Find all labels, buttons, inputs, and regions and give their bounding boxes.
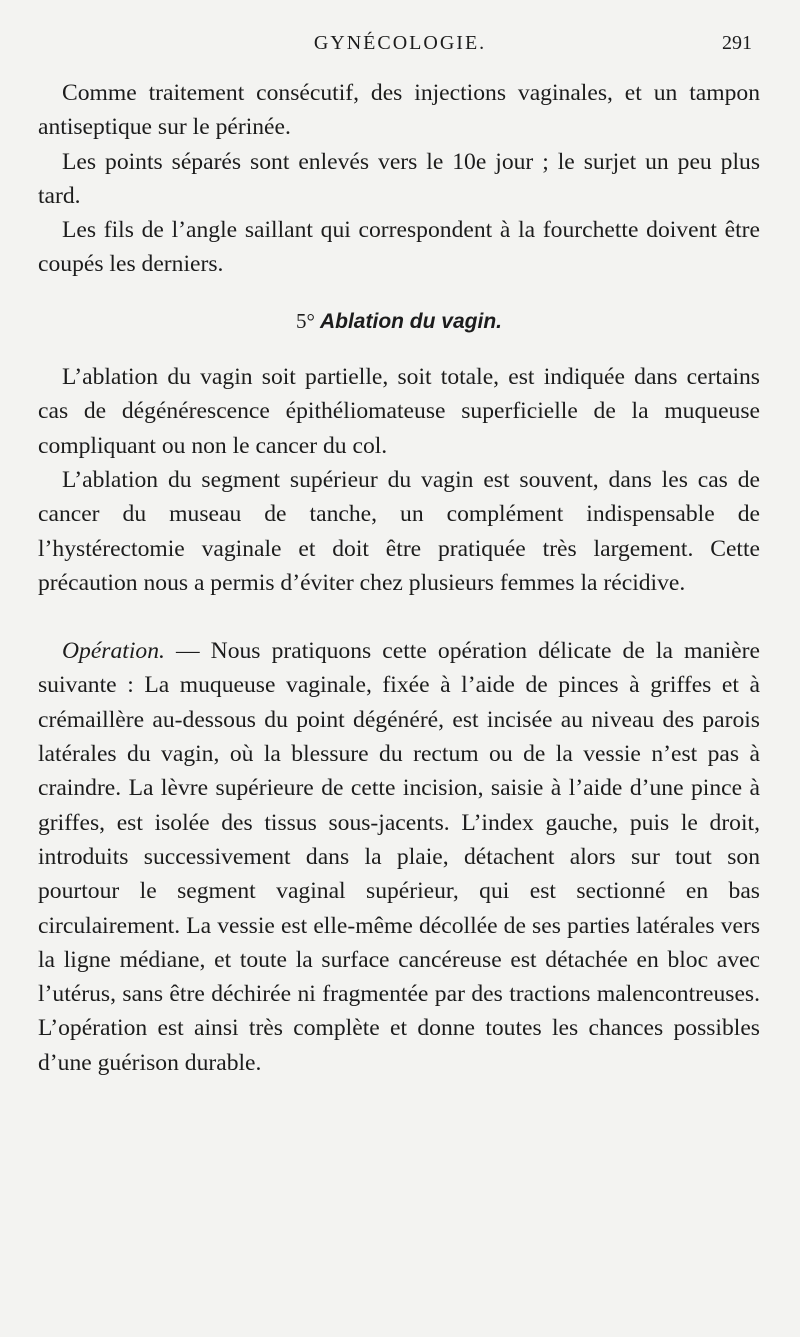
section-heading <box>38 304 760 339</box>
section-title: Ablation du vagin. <box>319 309 502 333</box>
paragraph: Les points séparés sont enlevés vers le 10e jour ; le surjet un peu plus tard. <box>38 148 760 209</box>
paragraph: Comme traitement consécutif, des injections vaginales, et un tampon antiseptique sur le périnée. <box>38 80 760 141</box>
paragraph: L’ablation du segment supérieur du vagin est souvent, dans les cas de cancer du museau de tanche, un complément indispensable de l’hystérectomie vaginale et doit être pratiquée très largement. Cette précaution nous a permis d’éviter chez plusieurs femmes la récidive. <box>38 466 760 596</box>
paragraph-gap <box>38 600 760 634</box>
operation-text: — Nous pratiquons cette opération délicate de la manière suivante : La muqueuse vaginale, fixée à l’aide de pinces à griffes et à crémaillère au-dessous du point dégénéré, est incisée au niveau des parois latérales du vagin, où la blessure du rectum ou de la vessie n’est pas à craindre. La lèvre supérieure de cette incision, saisie à l’aide d’une pince à griffes, est isolée des tissus sous-jacents. L’index gauche, puis le droit, introduits successivement dans la plaie, détachent alors sur tout son pourtour le segment vaginal supérieur, qui est sectionné en bas circulairement. La vessie est elle-même décollée de ses parties latérales vers la ligne médiane, et toute la surface cancéreuse est détachée en bloc avec l’utérus, sans être déchirée ni fragmentée par des tractions malencontreuses. L’opération est ainsi très complète et donne toutes les chances possibles d’une guérison durable. <box>38 638 760 1076</box>
operation-lead: Opération. <box>62 638 165 665</box>
running-title: GYNÉCOLOGIE. <box>313 32 487 54</box>
page-number: 291 <box>722 32 752 54</box>
page-header <box>0 30 800 60</box>
section-number: 5° <box>296 308 315 333</box>
paragraph: Les fils de l’angle saillant qui correspondent à la fourchette doivent être coupés les derniers. <box>38 217 760 278</box>
operation-paragraph <box>38 634 760 1080</box>
paragraph: L’ablation du vagin soit partielle, soit totale, est indiquée dans certains cas de dégénérescence épithéliomateuse superficielle de la muqueuse compliquant ou non le cancer du col. <box>38 364 760 459</box>
body-text <box>38 76 760 1080</box>
